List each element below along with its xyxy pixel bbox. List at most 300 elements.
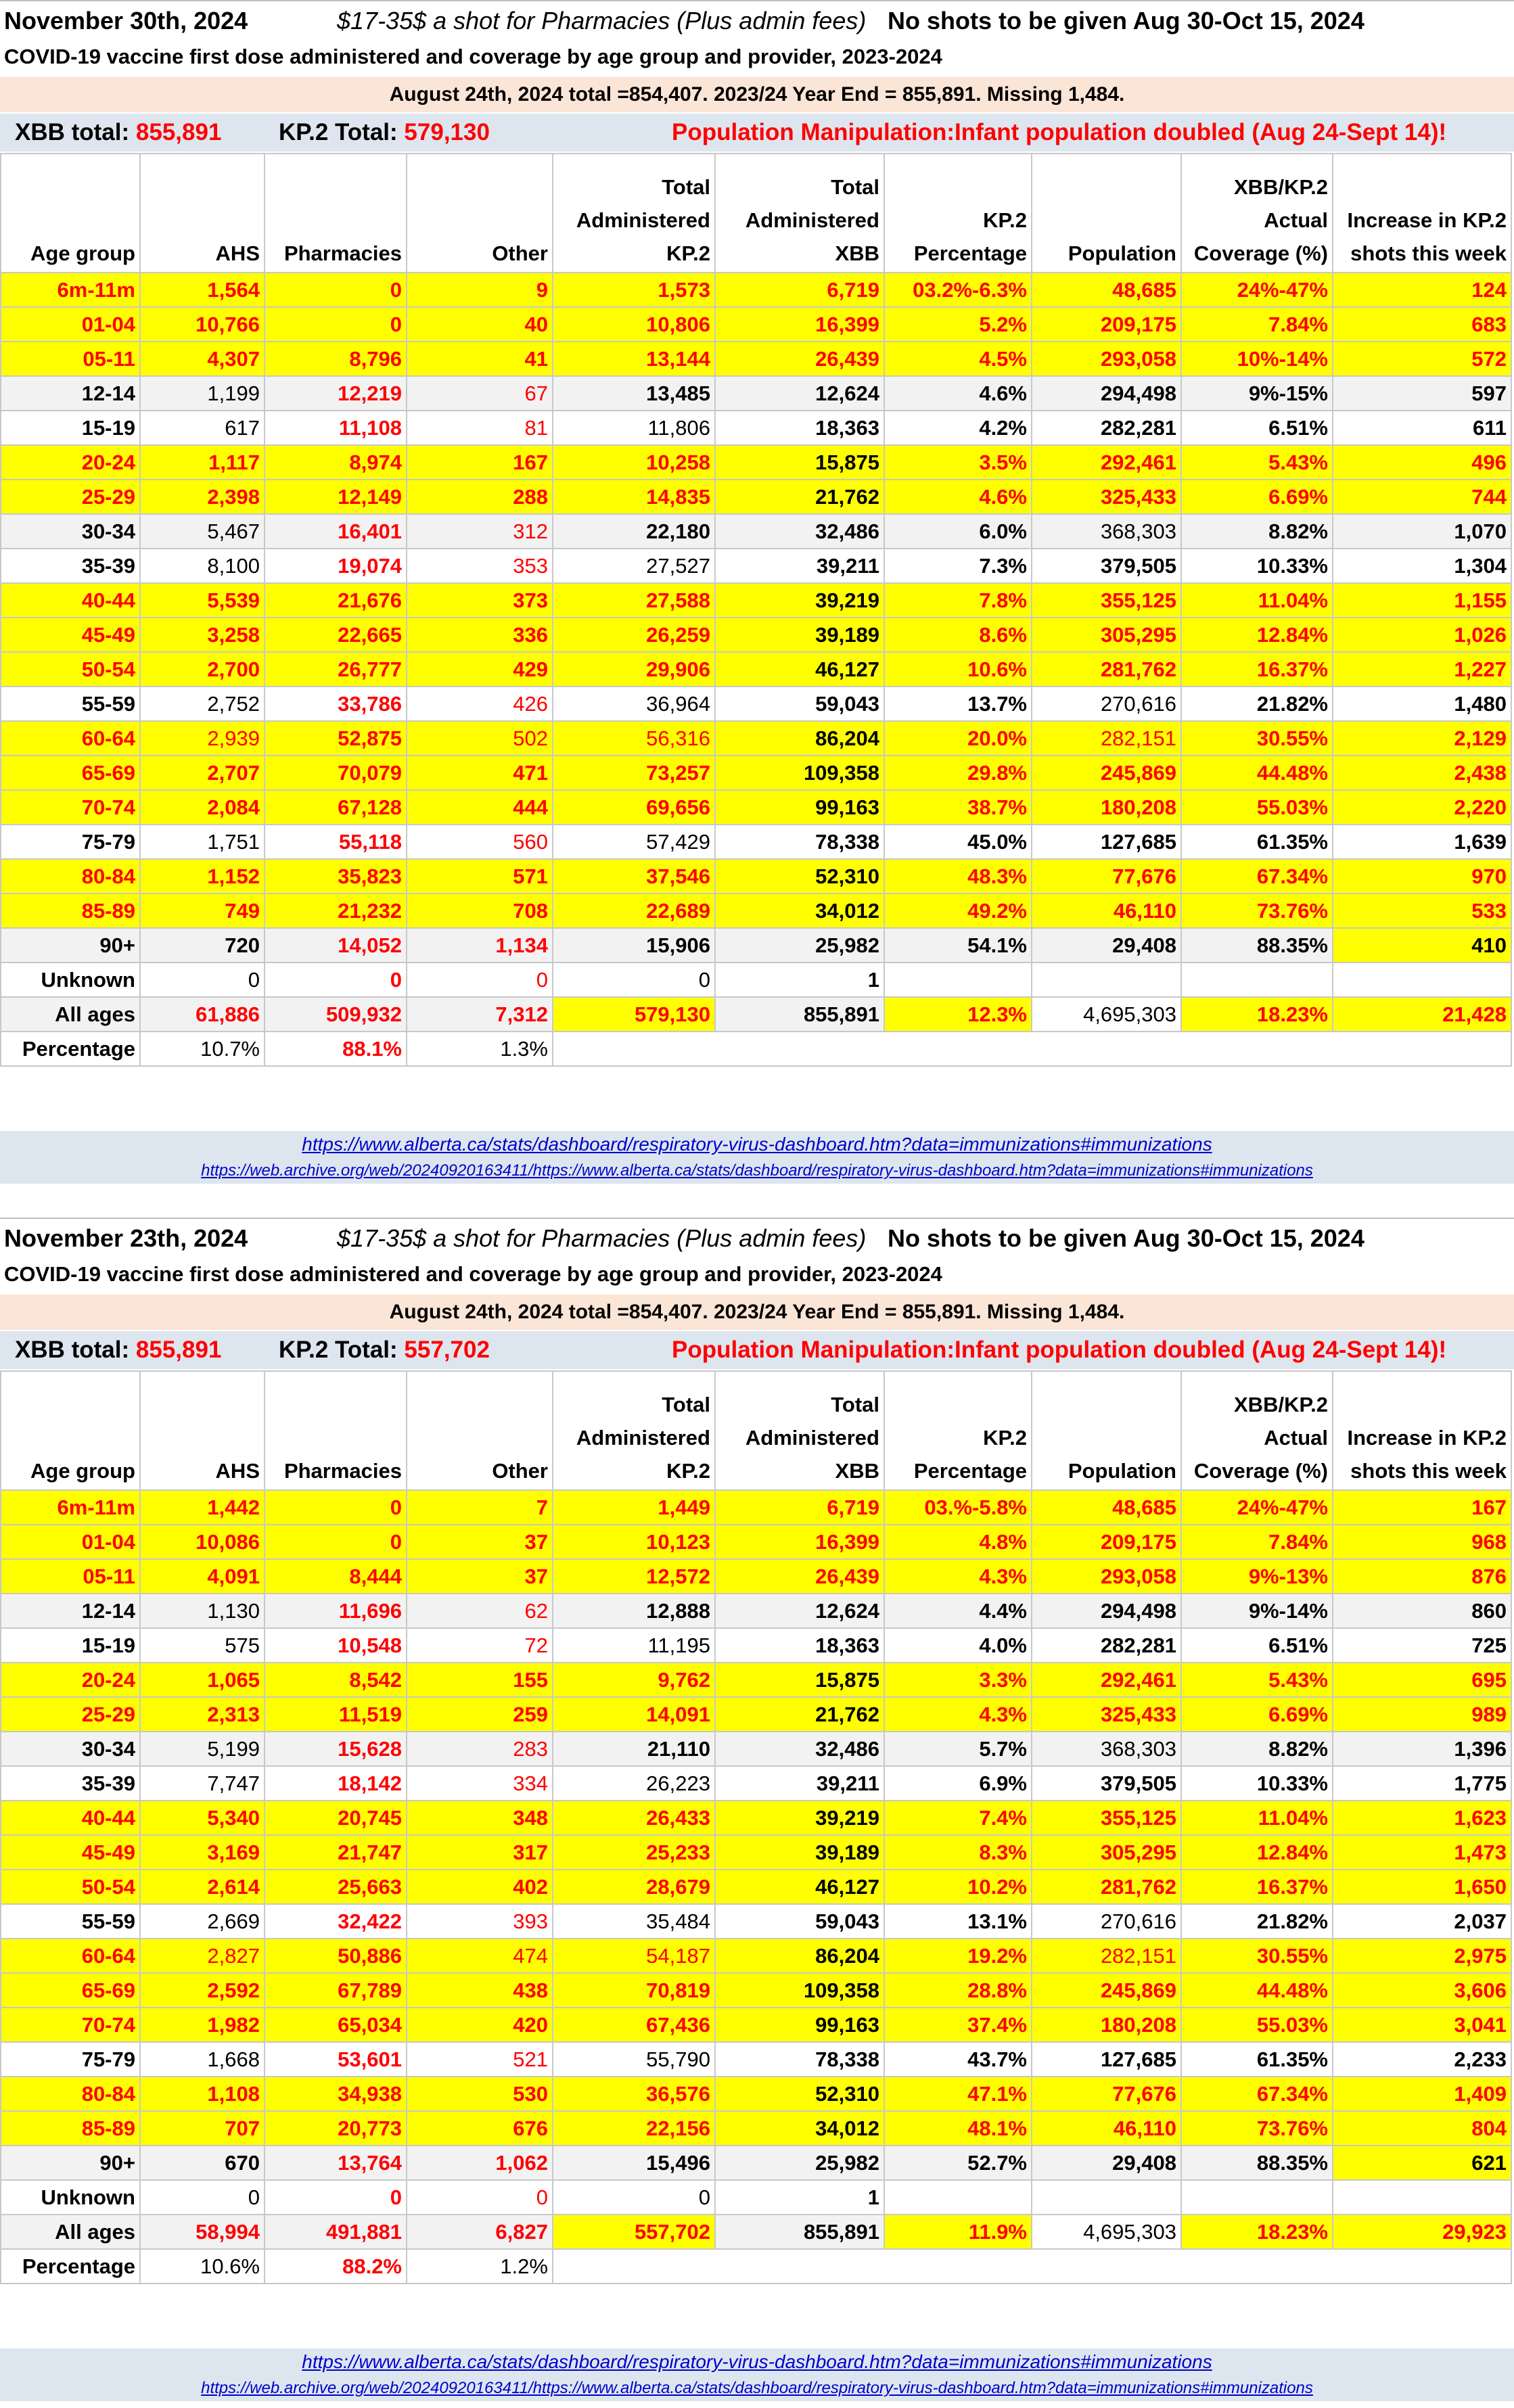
archive-link[interactable]: https://web.archive.org/web/20240920163411/https://www.alberta.ca/stats/dashboard/respiratory-virus-dashboard.htm?data=immunizations#immunizations	[0, 1158, 1514, 1184]
cell-ahs: 707	[140, 2111, 265, 2146]
cell-other: 167	[407, 445, 553, 480]
cell-other: 560	[407, 825, 553, 859]
cell-cov: 30.55%	[1181, 721, 1333, 756]
cell-other: 373	[407, 583, 553, 618]
cell-pop: 282,151	[1032, 1939, 1181, 1973]
table-row	[1, 1697, 1511, 1732]
cell-kp2: 10,258	[553, 445, 715, 480]
cell-kp2: 579,130	[553, 997, 715, 1032]
cell-pct: 38.7%	[884, 790, 1032, 825]
cell-pop: 209,175	[1032, 1525, 1181, 1559]
cell-pharm: 8,974	[265, 445, 407, 480]
cell-kp2: 9,762	[553, 1663, 715, 1697]
cell-age: 80-84	[1, 859, 140, 894]
table-row	[1, 1904, 1511, 1939]
dashboard-link[interactable]: https://www.alberta.ca/stats/dashboard/respiratory-virus-dashboard.htm?data=immunizations#immunizations	[0, 1131, 1514, 1158]
cell-ahs: 0	[140, 963, 265, 997]
cell-ahs: 2,752	[140, 687, 265, 721]
cell-cov: 44.48%	[1181, 1973, 1333, 2008]
cell-pop: 46,110	[1032, 894, 1181, 928]
cell-pharm: 18,142	[265, 1766, 407, 1801]
cell-xbb: 52,310	[715, 2077, 884, 2111]
cell-xbb: 21,762	[715, 1697, 884, 1732]
table-row	[1, 859, 1511, 894]
cell-pop: 379,505	[1032, 1766, 1181, 1801]
cell-kp2: 0	[553, 2180, 715, 2215]
column-header: KP.2 Percentage	[884, 1371, 1032, 1490]
cell-age: 65-69	[1, 756, 140, 790]
cell-kp2: 13,485	[553, 376, 715, 411]
cell-pop: 325,433	[1032, 1697, 1181, 1732]
table-row	[1, 2180, 1511, 2215]
cell-inc: 496	[1333, 445, 1511, 480]
cell-other: 348	[407, 1801, 553, 1835]
cell-inc: 1,155	[1333, 583, 1511, 618]
pharmacy-price-note: $17-35$ a shot for Pharmacies (Plus admin fees)	[337, 1224, 867, 1252]
cell-pop: 281,762	[1032, 652, 1181, 687]
cell-cov: 11.04%	[1181, 1801, 1333, 1835]
cell-ahs: 5,539	[140, 583, 265, 618]
cell-cov: 10%-14%	[1181, 342, 1333, 376]
cell-inc: 725	[1333, 1628, 1511, 1663]
cell-other: 155	[407, 1663, 553, 1697]
cell-ahs: 7,747	[140, 1766, 265, 1801]
cell-xbb: 15,875	[715, 445, 884, 480]
cell-ahs: 10,086	[140, 1525, 265, 1559]
cell-ahs: 5,340	[140, 1801, 265, 1835]
cell-ahs: 1,982	[140, 2008, 265, 2042]
table-row	[1, 1801, 1511, 1835]
cell-inc: 29,923	[1333, 2215, 1511, 2249]
report-date-title: November 30th, 2024	[4, 7, 248, 34]
cell-kp2: 0	[553, 963, 715, 997]
table-row	[1, 1766, 1511, 1801]
cell-cov: 55.03%	[1181, 790, 1333, 825]
cell-ahs: 1,108	[140, 2077, 265, 2111]
cell-xbb: 12,624	[715, 1594, 884, 1628]
cell-pct: 13.7%	[884, 687, 1032, 721]
cell-age: 20-24	[1, 445, 140, 480]
table-row	[1, 2146, 1511, 2180]
cell-pct: 49.2%	[884, 894, 1032, 928]
cell-inc: 1,480	[1333, 687, 1511, 721]
table-row	[1, 2008, 1511, 2042]
cell-pct	[884, 2180, 1032, 2215]
cell-cov: 44.48%	[1181, 756, 1333, 790]
cell-xbb: 34,012	[715, 894, 884, 928]
cell-kp2: 21,110	[553, 1732, 715, 1766]
cell-other: 0	[407, 963, 553, 997]
cell-other: 402	[407, 1870, 553, 1904]
cell-cov: 8.82%	[1181, 514, 1333, 549]
cell-pharm: 20,773	[265, 2111, 407, 2146]
percentage-row	[1, 1032, 1511, 1066]
cell-ahs: 617	[140, 411, 265, 445]
cell-kp2: 11,806	[553, 411, 715, 445]
cell-pct: 4.6%	[884, 480, 1032, 514]
cell-pop: 292,461	[1032, 445, 1181, 480]
cell-ahs: 1,199	[140, 376, 265, 411]
cell-inc: 611	[1333, 411, 1511, 445]
cell-age: All ages	[1, 2215, 140, 2249]
table-row	[1, 2042, 1511, 2077]
kp2-total	[279, 114, 490, 152]
cell-other: 1,134	[407, 928, 553, 963]
cell-pharm: 55,118	[265, 825, 407, 859]
archive-link[interactable]: https://web.archive.org/web/20240920163411/https://www.alberta.ca/stats/dashboard/respiratory-virus-dashboard.htm?data=immunizations#immunizations	[0, 2376, 1514, 2401]
cell-age: 15-19	[1, 1628, 140, 1663]
cell-inc: 533	[1333, 894, 1511, 928]
table-row	[1, 790, 1511, 825]
cell-ahs: 61,886	[140, 997, 265, 1032]
cell-pharm: 14,052	[265, 928, 407, 963]
cell-ahs: 2,939	[140, 721, 265, 756]
cell-inc: 21,428	[1333, 997, 1511, 1032]
cell-other: 438	[407, 1973, 553, 2008]
cell-pop: 245,869	[1032, 1973, 1181, 2008]
cell-pct: 10.6%	[884, 652, 1032, 687]
cell-age: 35-39	[1, 549, 140, 583]
cell-xbb: 18,363	[715, 411, 884, 445]
cell-ahs: 2,669	[140, 1904, 265, 1939]
cell-xbb: 52,310	[715, 859, 884, 894]
cell-pharm: 20,745	[265, 1801, 407, 1835]
cell-age: 85-89	[1, 894, 140, 928]
cell-inc: 683	[1333, 307, 1511, 342]
cell-pop: 305,295	[1032, 1835, 1181, 1870]
cell-pct: 52.7%	[884, 2146, 1032, 2180]
cell-kp2: 15,906	[553, 928, 715, 963]
cell-pop: 282,281	[1032, 1628, 1181, 1663]
cell-kp2: 27,588	[553, 583, 715, 618]
cell-xbb: 39,211	[715, 1766, 884, 1801]
table-row	[1, 1594, 1511, 1628]
table-row	[1, 480, 1511, 514]
cell-xbb: 855,891	[715, 2215, 884, 2249]
kp2-total-label: KP.2 Total:	[279, 119, 398, 145]
cell-other: 426	[407, 687, 553, 721]
cell-pop: 293,058	[1032, 342, 1181, 376]
cell-pop: 77,676	[1032, 2077, 1181, 2111]
cell-pharm: 11,519	[265, 1697, 407, 1732]
table-header-row	[1, 154, 1511, 273]
cell-kp2: 26,433	[553, 1801, 715, 1835]
cell-kp2: 12,888	[553, 1594, 715, 1628]
table-header-row	[1, 1371, 1511, 1490]
cell-xbb: 21,762	[715, 480, 884, 514]
cell-cov: 12.84%	[1181, 1835, 1333, 1870]
column-header: Total Administered XBB	[715, 154, 884, 273]
cell-pharm: 8,444	[265, 1559, 407, 1594]
cell-age: 12-14	[1, 376, 140, 411]
table-row	[1, 307, 1511, 342]
cell-pop	[1032, 963, 1181, 997]
cell-ahs: 1,152	[140, 859, 265, 894]
cell-other: 67	[407, 376, 553, 411]
report-subtitle: COVID-19 vaccine first dose administered and coverage by age group and provider, 2023-2024	[4, 1262, 942, 1286]
cell-inc: 1,650	[1333, 1870, 1511, 1904]
percentage-ahs: 10.6%	[140, 2249, 265, 2284]
cell-kp2: 22,156	[553, 2111, 715, 2146]
cell-pct	[884, 963, 1032, 997]
cell-xbb: 109,358	[715, 756, 884, 790]
cell-ahs: 749	[140, 894, 265, 928]
table-row	[1, 273, 1511, 307]
cell-cov: 5.43%	[1181, 1663, 1333, 1697]
cell-pct: 4.2%	[884, 411, 1032, 445]
cell-inc: 2,438	[1333, 756, 1511, 790]
table-row	[1, 1559, 1511, 1594]
cell-age: 65-69	[1, 1973, 140, 2008]
cell-age: 75-79	[1, 2042, 140, 2077]
cell-other: 336	[407, 618, 553, 652]
cell-pop: 48,685	[1032, 273, 1181, 307]
cell-inc: 1,473	[1333, 1835, 1511, 1870]
cell-other: 7	[407, 1490, 553, 1525]
cell-pharm: 8,542	[265, 1663, 407, 1697]
cell-pct: 20.0%	[884, 721, 1032, 756]
cell-pct: 43.7%	[884, 2042, 1032, 2077]
cell-other: 41	[407, 342, 553, 376]
cell-age: 70-74	[1, 790, 140, 825]
cell-xbb: 39,219	[715, 583, 884, 618]
cell-cov: 61.35%	[1181, 825, 1333, 859]
percentage-other: 1.2%	[407, 2249, 553, 2284]
table-row	[1, 376, 1511, 411]
cell-pct: 7.8%	[884, 583, 1032, 618]
cell-other: 353	[407, 549, 553, 583]
cell-kp2: 37,546	[553, 859, 715, 894]
table-row	[1, 1870, 1511, 1904]
cell-xbb: 6,719	[715, 273, 884, 307]
cell-cov: 9%-14%	[1181, 1594, 1333, 1628]
cell-xbb: 25,982	[715, 2146, 884, 2180]
cell-pct: 6.0%	[884, 514, 1032, 549]
cell-pop: 180,208	[1032, 790, 1181, 825]
cell-kp2: 57,429	[553, 825, 715, 859]
cell-cov: 21.82%	[1181, 687, 1333, 721]
cell-ahs: 2,707	[140, 756, 265, 790]
cell-inc: 970	[1333, 859, 1511, 894]
xbb-total-value: 855,891	[135, 119, 222, 145]
cell-xbb: 16,399	[715, 1525, 884, 1559]
cell-pop: 180,208	[1032, 2008, 1181, 2042]
cell-cov: 88.35%	[1181, 2146, 1333, 2180]
table-row	[1, 1939, 1511, 1973]
cell-inc: 695	[1333, 1663, 1511, 1697]
cell-pharm: 8,796	[265, 342, 407, 376]
no-shots-note: No shots to be given Aug 30-Oct 15, 2024	[888, 7, 1364, 34]
cell-pop: 282,281	[1032, 411, 1181, 445]
cell-pharm: 491,881	[265, 2215, 407, 2249]
cell-cov: 6.69%	[1181, 1697, 1333, 1732]
percentage-pharmacies: 88.2%	[265, 2249, 407, 2284]
cell-cov: 21.82%	[1181, 1904, 1333, 1939]
pharmacy-price-note: $17-35$ a shot for Pharmacies (Plus admin fees)	[337, 7, 867, 34]
cell-ahs: 4,307	[140, 342, 265, 376]
cell-ahs: 1,130	[140, 1594, 265, 1628]
cell-cov: 6.51%	[1181, 411, 1333, 445]
cell-other: 444	[407, 790, 553, 825]
dashboard-link[interactable]: https://www.alberta.ca/stats/dashboard/respiratory-virus-dashboard.htm?data=immunizations#immunizations	[0, 2348, 1514, 2376]
cell-xbb: 16,399	[715, 307, 884, 342]
cell-inc: 989	[1333, 1697, 1511, 1732]
table-row	[1, 2077, 1511, 2111]
cell-xbb: 86,204	[715, 1939, 884, 1973]
cell-pharm: 0	[265, 1525, 407, 1559]
table-row	[1, 1973, 1511, 2008]
cell-pharm: 50,886	[265, 1939, 407, 1973]
cell-pct: 8.3%	[884, 1835, 1032, 1870]
cell-age: 20-24	[1, 1663, 140, 1697]
cell-pct: 4.3%	[884, 1559, 1032, 1594]
cell-pop: 77,676	[1032, 859, 1181, 894]
cell-inc: 1,227	[1333, 652, 1511, 687]
cell-kp2: 54,187	[553, 1939, 715, 1973]
cell-age: 70-74	[1, 2008, 140, 2042]
cell-cov: 12.84%	[1181, 618, 1333, 652]
cell-pharm: 26,777	[265, 652, 407, 687]
column-header: Population	[1032, 154, 1181, 273]
cell-cov: 6.69%	[1181, 480, 1333, 514]
cell-pct: 48.3%	[884, 859, 1032, 894]
cell-inc: 3,041	[1333, 2008, 1511, 2042]
cell-ahs: 2,084	[140, 790, 265, 825]
empty-cell	[553, 2249, 1511, 2284]
population-manipulation-note: Population Manipulation:Infant population doubled (Aug 24-Sept 14)!	[672, 119, 1447, 145]
cell-pharm: 32,422	[265, 1904, 407, 1939]
cell-cov	[1181, 2180, 1333, 2215]
no-shots-note: No shots to be given Aug 30-Oct 15, 2024	[888, 1224, 1364, 1252]
cell-pop: 245,869	[1032, 756, 1181, 790]
kp2-total-value: 579,130	[404, 119, 490, 145]
column-header: AHS	[140, 1371, 265, 1490]
cell-other: 0	[407, 2180, 553, 2215]
cell-ahs: 4,091	[140, 1559, 265, 1594]
cell-xbb: 86,204	[715, 721, 884, 756]
cell-cov: 30.55%	[1181, 1939, 1333, 1973]
cell-pharm: 52,875	[265, 721, 407, 756]
cell-xbb: 39,211	[715, 549, 884, 583]
table-row	[1, 756, 1511, 790]
cell-xbb: 78,338	[715, 2042, 884, 2077]
cell-ahs: 1,117	[140, 445, 265, 480]
cell-pop: 282,151	[1032, 721, 1181, 756]
cell-cov: 55.03%	[1181, 2008, 1333, 2042]
cell-other: 62	[407, 1594, 553, 1628]
empty-cell	[553, 1032, 1511, 1066]
cell-inc: 744	[1333, 480, 1511, 514]
cell-ahs: 3,169	[140, 1835, 265, 1870]
cell-xbb: 78,338	[715, 825, 884, 859]
cell-pct: 11.9%	[884, 2215, 1032, 2249]
cell-kp2: 15,496	[553, 2146, 715, 2180]
cell-pharm: 0	[265, 963, 407, 997]
cell-cov: 67.34%	[1181, 2077, 1333, 2111]
table-row	[1, 1628, 1511, 1663]
cell-age: 6m-11m	[1, 273, 140, 307]
august-total-note: August 24th, 2024 total =854,407. 2023/24 Year End = 855,891. Missing 1,484.	[0, 77, 1514, 112]
table-row	[1, 721, 1511, 756]
cell-ahs: 670	[140, 2146, 265, 2180]
cell-pop: 46,110	[1032, 2111, 1181, 2146]
cell-pct: 29.8%	[884, 756, 1032, 790]
table-row	[1, 652, 1511, 687]
cell-ahs: 8,100	[140, 549, 265, 583]
cell-pct: 13.1%	[884, 1904, 1032, 1939]
cell-pharm: 0	[265, 2180, 407, 2215]
table-row	[1, 549, 1511, 583]
cell-kp2: 27,527	[553, 549, 715, 583]
cell-other: 708	[407, 894, 553, 928]
cell-ahs: 2,614	[140, 1870, 265, 1904]
cell-inc	[1333, 2180, 1511, 2215]
cell-pct: 5.2%	[884, 307, 1032, 342]
xbb-total	[15, 114, 221, 152]
cell-ahs: 575	[140, 1628, 265, 1663]
cell-age: 30-34	[1, 1732, 140, 1766]
report-header	[0, 1218, 1514, 1259]
percentage-other: 1.3%	[407, 1032, 553, 1066]
cell-ahs: 2,313	[140, 1697, 265, 1732]
table-row	[1, 997, 1511, 1032]
cell-other: 37	[407, 1559, 553, 1594]
cell-pop: 293,058	[1032, 1559, 1181, 1594]
cell-kp2: 14,835	[553, 480, 715, 514]
cell-cov	[1181, 963, 1333, 997]
cell-inc: 1,026	[1333, 618, 1511, 652]
cell-pct: 10.2%	[884, 1870, 1032, 1904]
cell-cov: 8.82%	[1181, 1732, 1333, 1766]
cell-kp2: 67,436	[553, 2008, 715, 2042]
cell-inc: 124	[1333, 273, 1511, 307]
population-manipulation-note: Population Manipulation:Infant population doubled (Aug 24-Sept 14)!	[672, 1337, 1447, 1363]
cell-kp2: 1,573	[553, 273, 715, 307]
cell-inc: 2,975	[1333, 1939, 1511, 1973]
cell-ahs: 10,766	[140, 307, 265, 342]
cell-kp2: 36,964	[553, 687, 715, 721]
cell-inc: 2,220	[1333, 790, 1511, 825]
cell-pharm: 11,696	[265, 1594, 407, 1628]
cell-inc: 1,775	[1333, 1766, 1511, 1801]
cell-pct: 19.2%	[884, 1939, 1032, 1973]
cell-pop: 379,505	[1032, 549, 1181, 583]
cell-other: 530	[407, 2077, 553, 2111]
table-row	[1, 894, 1511, 928]
cell-pct: 3.3%	[884, 1663, 1032, 1697]
cell-pct: 03.2%-6.3%	[884, 273, 1032, 307]
cell-pct: 54.1%	[884, 928, 1032, 963]
cell-xbb: 46,127	[715, 652, 884, 687]
cell-kp2: 10,123	[553, 1525, 715, 1559]
cell-age: 01-04	[1, 307, 140, 342]
column-header: Other	[407, 154, 553, 273]
percentage-label: Percentage	[1, 1032, 140, 1066]
cell-pct: 12.3%	[884, 997, 1032, 1032]
cell-other: 571	[407, 859, 553, 894]
table-row	[1, 1663, 1511, 1697]
cell-cov: 7.84%	[1181, 1525, 1333, 1559]
cell-pct: 7.3%	[884, 549, 1032, 583]
cell-pop: 29,408	[1032, 928, 1181, 963]
column-header: Population	[1032, 1371, 1181, 1490]
report-date-title: November 23th, 2024	[4, 1224, 248, 1252]
cell-age: All ages	[1, 997, 140, 1032]
cell-cov: 88.35%	[1181, 928, 1333, 963]
table-row	[1, 963, 1511, 997]
cell-pharm: 0	[265, 307, 407, 342]
cell-pop: 325,433	[1032, 480, 1181, 514]
